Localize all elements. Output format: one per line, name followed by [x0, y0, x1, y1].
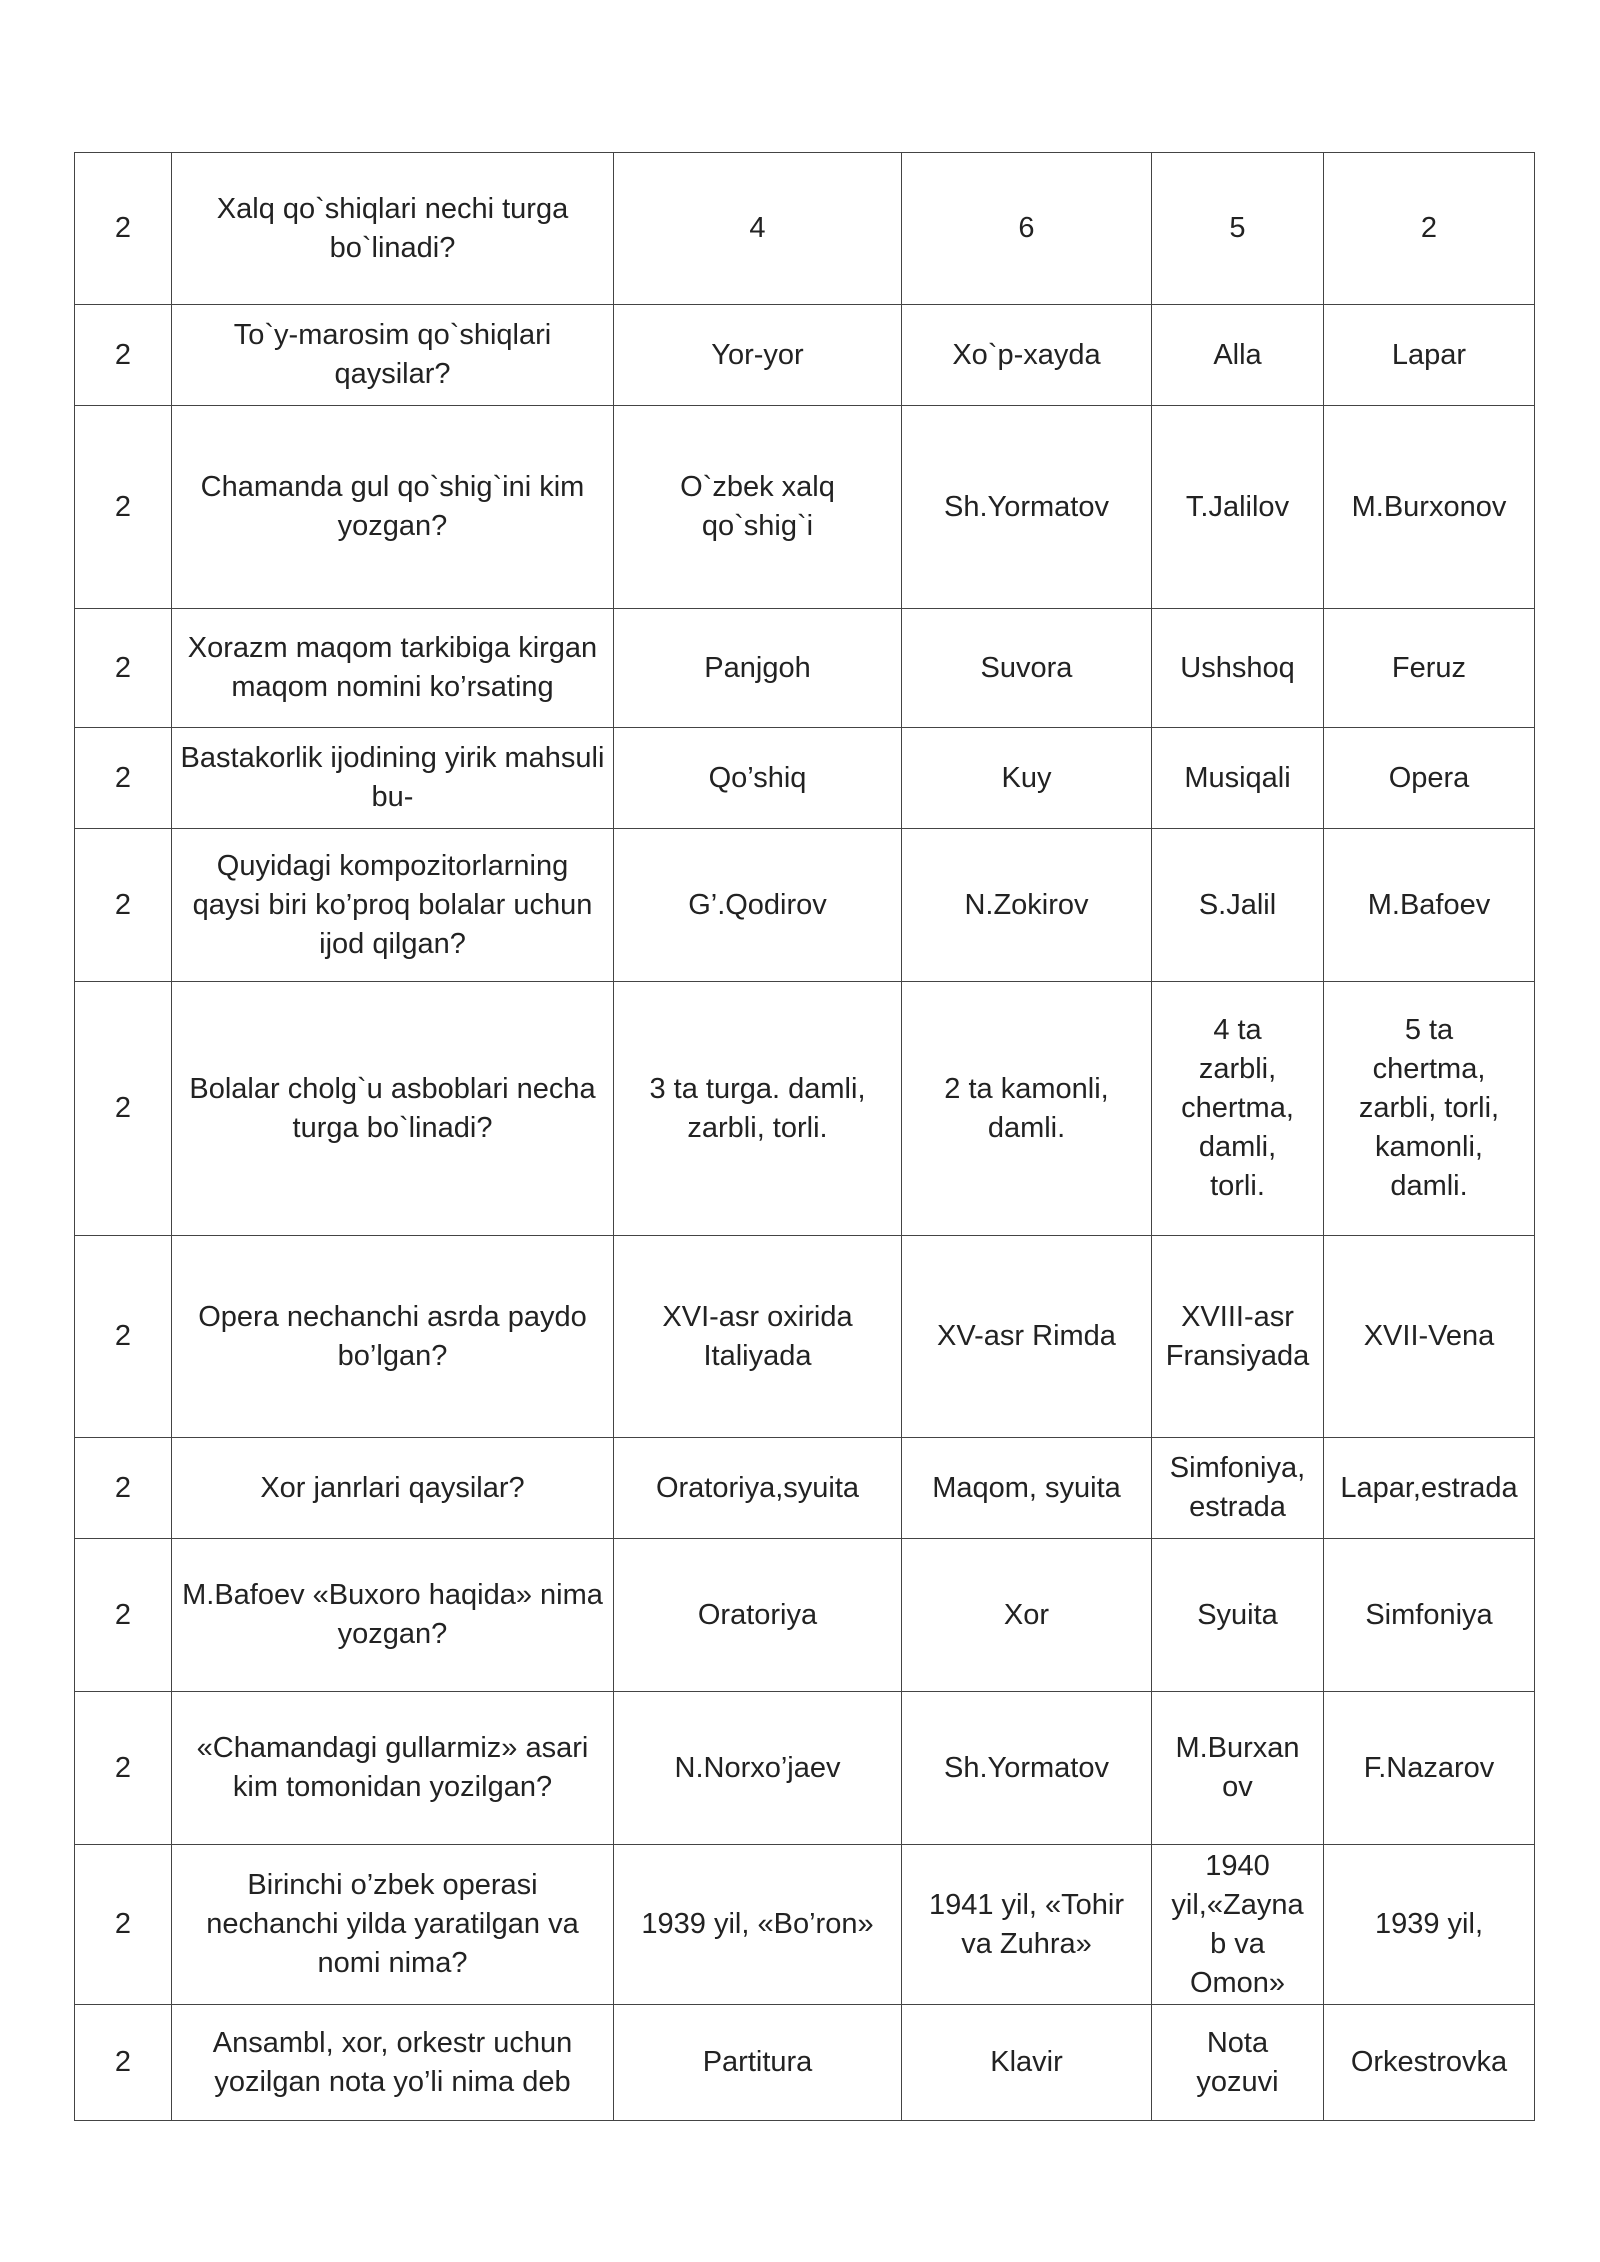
answer-c-cell: Nota yozuvi [1152, 2005, 1324, 2121]
answer-d-cell: Orkestrovka [1324, 2005, 1535, 2121]
answer-c-cell: Syuita [1152, 1539, 1324, 1692]
answer-d-cell: 2 [1324, 153, 1535, 305]
score-cell: 2 [75, 1438, 172, 1539]
table-row [75, 406, 1535, 609]
answer-c-cell: XVIII-asr Fransiyada [1152, 1236, 1324, 1438]
answer-d-cell: Lapar,estrada [1324, 1438, 1535, 1539]
answer-a-cell: Oratoriya [614, 1539, 902, 1692]
table-row [75, 1539, 1535, 1692]
answer-c-cell: 1940 yil,«Zayna b va Omon» [1152, 1845, 1324, 2005]
answer-a-cell: XVI-asr oxirida Italiyada [614, 1236, 902, 1438]
score-cell: 2 [75, 829, 172, 982]
score-cell: 2 [75, 982, 172, 1236]
answer-b-cell: 6 [902, 153, 1152, 305]
answer-b-cell: 2 ta kamonli, damli. [902, 982, 1152, 1236]
table-row [75, 305, 1535, 406]
answer-b-cell: Sh.Yormatov [902, 406, 1152, 609]
answer-a-cell: G’.Qodirov [614, 829, 902, 982]
question-cell: Chamanda gul qo`shig`ini kim yozgan? [172, 406, 614, 609]
answer-d-cell: XVII-Vena [1324, 1236, 1535, 1438]
score-cell: 2 [75, 153, 172, 305]
answer-c-cell: Ushshoq [1152, 609, 1324, 728]
table-row [75, 1438, 1535, 1539]
table-row [75, 1236, 1535, 1438]
answer-b-cell: Xor [902, 1539, 1152, 1692]
answer-b-cell: Suvora [902, 609, 1152, 728]
answer-a-cell: Yor-yor [614, 305, 902, 406]
answer-c-cell: 4 ta zarbli, chertma, damli, torli. [1152, 982, 1324, 1236]
score-cell: 2 [75, 2005, 172, 2121]
answer-b-cell: Sh.Yormatov [902, 1692, 1152, 1845]
table-row [75, 609, 1535, 728]
question-cell: «Chamandagi gullarmiz» asari kim tomonidan yozilgan? [172, 1692, 614, 1845]
question-cell: M.Bafoev «Buxoro haqida» nima yozgan? [172, 1539, 614, 1692]
score-cell: 2 [75, 1692, 172, 1845]
answer-b-cell: N.Zokirov [902, 829, 1152, 982]
score-cell: 2 [75, 305, 172, 406]
table-row [75, 829, 1535, 982]
question-cell: Quyidagi kompozitorlarning qaysi biri ko’proq bolalar uchun ijod qilgan? [172, 829, 614, 982]
quiz-table [74, 152, 1535, 2121]
score-cell: 2 [75, 728, 172, 829]
answer-c-cell: Alla [1152, 305, 1324, 406]
question-cell: Xalq qo`shiqlari nechi turga bo`linadi? [172, 153, 614, 305]
answer-c-cell: Musiqali [1152, 728, 1324, 829]
question-cell: Bolalar cholg`u asboblari necha turga bo`linadi? [172, 982, 614, 1236]
question-cell: Xorazm maqom tarkibiga kirgan maqom nomini ko’rsating [172, 609, 614, 728]
answer-b-cell: Klavir [902, 2005, 1152, 2121]
score-cell: 2 [75, 1539, 172, 1692]
answer-c-cell: M.Burxan ov [1152, 1692, 1324, 1845]
answer-c-cell: Simfoniya, estrada [1152, 1438, 1324, 1539]
answer-a-cell: 3 ta turga. damli, zarbli, torli. [614, 982, 902, 1236]
answer-a-cell: Panjgoh [614, 609, 902, 728]
table-row [75, 1845, 1535, 2005]
answer-a-cell: 4 [614, 153, 902, 305]
question-cell: Birinchi o’zbek operasi nechanchi yilda yaratilgan va nomi nima? [172, 1845, 614, 2005]
question-cell: Xor janrlari qaysilar? [172, 1438, 614, 1539]
question-cell: Bastakorlik ijodining yirik mahsuli bu- [172, 728, 614, 829]
table-row [75, 2005, 1535, 2121]
answer-b-cell: 1941 yil, «Tohir va Zuhra» [902, 1845, 1152, 2005]
table-row [75, 982, 1535, 1236]
answer-d-cell: Feruz [1324, 609, 1535, 728]
answer-c-cell: S.Jalil [1152, 829, 1324, 982]
answer-c-cell: T.Jalilov [1152, 406, 1324, 609]
answer-d-cell: Opera [1324, 728, 1535, 829]
table-row [75, 153, 1535, 305]
answer-d-cell: F.Nazarov [1324, 1692, 1535, 1845]
answer-b-cell: Maqom, syuita [902, 1438, 1152, 1539]
answer-d-cell: 5 ta chertma, zarbli, torli, kamonli, damli. [1324, 982, 1535, 1236]
score-cell: 2 [75, 1845, 172, 2005]
table-row [75, 728, 1535, 829]
answer-c-cell: 5 [1152, 153, 1324, 305]
answer-a-cell: O`zbek xalq qo`shig`i [614, 406, 902, 609]
answer-d-cell: 1939 yil, [1324, 1845, 1535, 2005]
answer-d-cell: Lapar [1324, 305, 1535, 406]
answer-a-cell: 1939 yil, «Bo’ron» [614, 1845, 902, 2005]
question-cell: Ansambl, xor, orkestr uchun yozilgan nota yo’li nima deb [172, 2005, 614, 2121]
answer-d-cell: M.Bafoev [1324, 829, 1535, 982]
answer-b-cell: XV-asr Rimda [902, 1236, 1152, 1438]
answer-b-cell: Xo`p-xayda [902, 305, 1152, 406]
answer-a-cell: N.Norxo’jaev [614, 1692, 902, 1845]
question-cell: Opera nechanchi asrda paydo bo’lgan? [172, 1236, 614, 1438]
score-cell: 2 [75, 1236, 172, 1438]
answer-a-cell: Oratoriya,syuita [614, 1438, 902, 1539]
answer-d-cell: Simfoniya [1324, 1539, 1535, 1692]
score-cell: 2 [75, 609, 172, 728]
answer-a-cell: Partitura [614, 2005, 902, 2121]
answer-d-cell: M.Burxonov [1324, 406, 1535, 609]
answer-a-cell: Qo’shiq [614, 728, 902, 829]
table-row [75, 1692, 1535, 1845]
question-cell: To`y-marosim qo`shiqlari qaysilar? [172, 305, 614, 406]
answer-b-cell: Kuy [902, 728, 1152, 829]
score-cell: 2 [75, 406, 172, 609]
